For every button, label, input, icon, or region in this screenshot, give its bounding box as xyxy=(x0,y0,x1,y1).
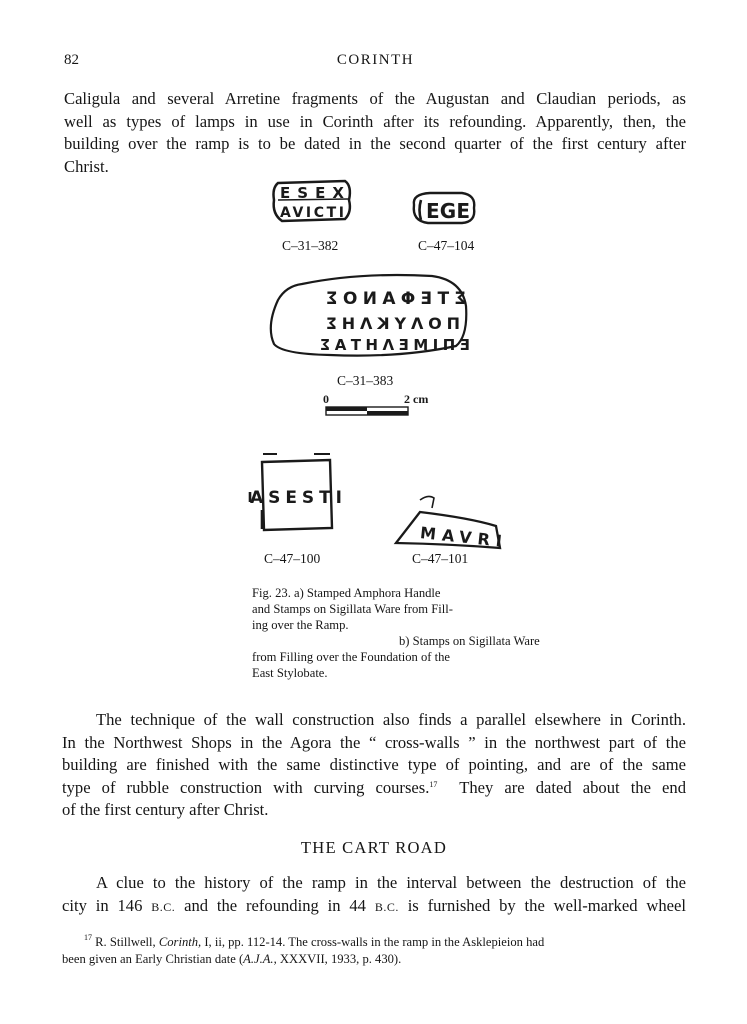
footnote-text: been given an Early Christian date ( xyxy=(62,952,244,966)
paragraph-line xyxy=(62,895,686,919)
running-title: CORINTH xyxy=(336,52,415,68)
caption-line: East Stylobate. xyxy=(252,666,328,680)
paragraph-text: is furnished by the well-marked wheel xyxy=(407,895,686,915)
footnote xyxy=(62,934,686,968)
label-c47-100: C–47–100 xyxy=(264,551,321,566)
caption-line: Fig. 23. a) Stamped Amphora Handle xyxy=(252,586,441,600)
scale-bar xyxy=(323,392,428,415)
stamp-c31-383-line-1: ΣΤΕΦΑΝΟΣ xyxy=(326,289,466,309)
page-number: 82 xyxy=(64,52,79,68)
caption-line: and Stamps on Sigillata Ware from Fill- xyxy=(252,602,453,616)
stamp-c47-101-drawing xyxy=(396,496,503,550)
paragraph-line: building are finished with the same distinctive type of pointing, and are of the same xyxy=(62,755,686,774)
paragraph-line: of the first century after Christ. xyxy=(62,800,269,819)
stamp-c31-382-drawing xyxy=(274,181,350,221)
stamp-c31-383-line-3: ΕΠΙΜΕΛΗΤΑΣ xyxy=(320,336,470,354)
footnote-text: I, ii, pp. 112-14. The cross-walls in the ramp in the Asklepieion had xyxy=(204,935,545,949)
footnote-author: R. Stillwell, xyxy=(95,935,156,949)
label-c47-104: C–47–104 xyxy=(418,238,475,253)
era-abbreviation: B.C. xyxy=(151,899,176,914)
stamp-c31-382-text-top: ESEX xyxy=(280,184,344,202)
paragraph-3 xyxy=(62,872,686,918)
scale-start: 0 xyxy=(323,392,329,406)
paragraph-line: Caligula and several Arretine fragments of the Augustan and Claudian periods, as xyxy=(64,89,686,108)
paragraph-text: type of rubble construction with curving courses. xyxy=(62,777,430,797)
paragraph-text: They are dated about the end xyxy=(459,777,686,797)
caption-line: from Filling over the Foundation of the xyxy=(252,650,450,664)
footnote-text: XXXVII, 1933, p. 430). xyxy=(279,952,402,966)
stamp-c47-100-drawing xyxy=(250,454,342,530)
stamp-c31-383-line-2: ΠΟΛΥΚΛΗΣ xyxy=(326,314,460,333)
paragraph-line: The technique of the wall construction also finds a parallel elsewhere in Corinth. xyxy=(96,710,686,729)
footnote-work: Corinth, xyxy=(158,935,202,949)
footnote-line xyxy=(62,934,686,951)
stamp-c47-104-text: EGE xyxy=(426,199,470,223)
label-c31-383: C–31–383 xyxy=(337,373,394,388)
paragraph-text: city in 146 xyxy=(62,895,143,915)
stamp-c47-104-drawing xyxy=(414,193,474,223)
paragraph-line: Christ. xyxy=(64,156,109,176)
caption-line: b) Stamps on Sigillata Ware xyxy=(399,634,540,648)
paragraph-line: A clue to the history of the ramp in the interval between the destruction of the xyxy=(96,873,686,892)
footnote-ref: 17 xyxy=(429,779,438,789)
footnote-line xyxy=(62,951,686,968)
stamp-c31-383-drawing xyxy=(271,275,470,356)
scale-end: 2 cm xyxy=(404,392,429,406)
figure-caption xyxy=(252,585,540,681)
footnote-journal: A.J.A., xyxy=(243,952,277,966)
label-c31-382: C–31–382 xyxy=(282,238,339,253)
paragraph-line: building over the ramp is to be dated in the second quarter of the first century after xyxy=(64,134,686,153)
stamp-c31-382-text-bottom: AVICTI xyxy=(280,205,344,221)
paragraph-line-with-footnote xyxy=(62,777,686,800)
paragraph-text: and the refounding in 44 xyxy=(184,895,366,915)
footnote-number: 17 xyxy=(84,933,92,942)
stamp-c47-101-text: MAVRI xyxy=(419,523,503,551)
paragraph-2 xyxy=(62,709,686,822)
paragraph-line: In the Northwest Shops in the Agora the “ cross-walls ” in the northwest part of the xyxy=(62,732,686,752)
caption-line: ing over the Ramp. xyxy=(252,618,349,632)
era-abbreviation: B.C. xyxy=(374,899,399,914)
label-c47-101: C–47–101 xyxy=(412,551,469,566)
stamp-c47-100-text: ASESTI xyxy=(250,488,342,508)
paragraph-line: well as types of lamps in use in Corinth after its refounding. Apparently, then, the xyxy=(64,111,686,131)
section-heading: THE CART ROAD xyxy=(300,838,448,857)
